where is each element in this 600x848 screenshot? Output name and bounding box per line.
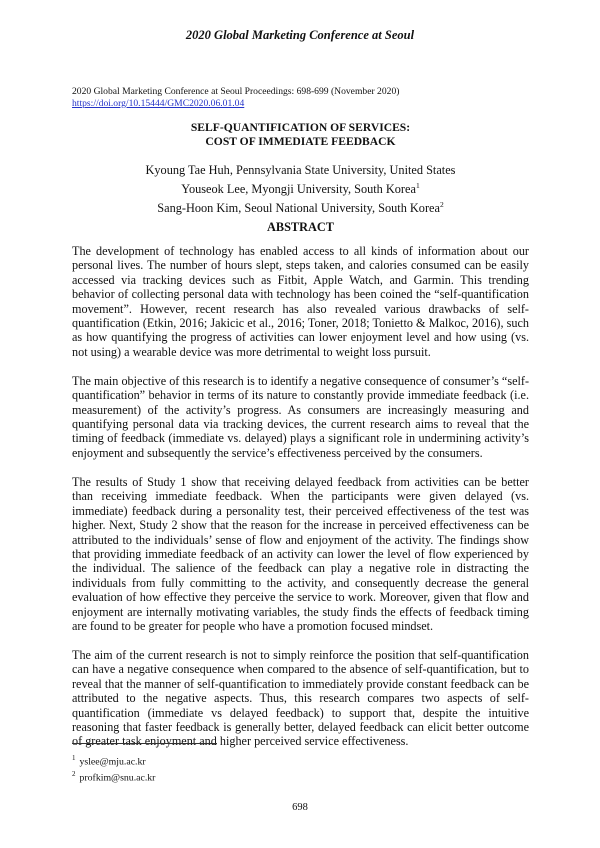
author-affiliation: Sang-Hoon Kim, Seoul National University, South Korea <box>157 201 440 216</box>
abstract-paragraph: The aim of the current research is not to simply reinforce the position that self-quantification can have a negative consequence when compared to the absence of self-quantification, but to reveal that the manner of self-quantification to immediately provide constant feedback can be attributed to the negative aspects. Thus, this research compares two aspects of self-quantification (immediate vs delayed feedback) to support that, despite the intuitive reasoning that faster feedback is generally better, delayed feedback can elicit better outcome of greater task enjoyment and higher perceived service effectiveness. <box>72 647 529 749</box>
footnote-marker: 1 <box>415 181 420 190</box>
footnote <box>72 768 372 784</box>
footnote-marker: 1 <box>72 754 76 762</box>
abstract-body <box>72 244 529 763</box>
abstract-paragraph: The development of technology has enabled access to all kinds of information about our personal lives. The number of hours slept, steps taken, and calories consumed can be easily accessed via tracking devices such as Fitbit, Apple Watch, and Garmin. This trending behavior of collecting personal data with technology has been coined the “self-quantification movement”. However, recent research has also revealed various drawbacks of self-quantification (Etkin, 2016; Jakicic et al., 2016; Toner, 2018; Tonietto & Malkoc, 2016), such as how quantifying the progress of activities can lower enjoyment level and how using (vs. not using) a wearable device was more detrimental to weight loss pursuit. <box>72 244 529 359</box>
paper-title-line-1: SELF-QUANTIFICATION OF SERVICES: <box>190 121 411 134</box>
author-affiliation: Kyoung Tae Huh, Pennsylvania State University, United States <box>145 163 456 177</box>
footnote-email: profkim@snu.ac.kr <box>79 772 156 784</box>
author-affiliation: Youseok Lee, Myongji University, South Korea <box>181 182 416 197</box>
abstract-heading: ABSTRACT <box>267 220 334 234</box>
footnote <box>72 752 372 768</box>
author-line <box>72 178 529 197</box>
abstract-paragraph: The results of Study 1 show that receiving delayed feedback from activities can be better than receiving immediate feedback. When the participants were given delayed (vs. immediate) feedback during a personality test, their perceived effectiveness of the test was higher. Next, Study 2 show that the reason for the increase in perceived effectiveness can be attributed to the individuals’ sense of flow and enjoyment of the activity. The findings show that providing immediate feedback of an activity can lower the level of flow experienced by the individual. The salience of the feedback can play a negative role in distracting the individuals from fully committing to the activity, and consequently decrease the general evaluation of how effective they perceive the service to work. Moreover, given that flow and enjoyment are internally motivating variables, the study finds the effects of feedback timing are found to be greater for people who have a promotion focused mindset. <box>72 474 529 633</box>
running-header: 2020 Global Marketing Conference at Seoul <box>185 28 415 42</box>
proceedings-citation <box>72 86 532 109</box>
doi-link[interactable]: https://doi.org/10.15444/GMC2020.06.01.04 <box>72 97 245 109</box>
page-number: 698 <box>292 802 308 813</box>
footnote-marker: 2 <box>72 770 76 779</box>
author-line <box>72 197 529 216</box>
author-line <box>72 163 529 178</box>
footnote-divider <box>72 743 217 744</box>
footnotes <box>72 752 372 785</box>
footnote-marker: 2 <box>439 200 444 210</box>
paper-title <box>72 121 529 148</box>
footnote-email: yslee@mju.ac.kr <box>79 756 146 768</box>
abstract-paragraph: The main objective of this research is to identify a negative consequence of consumer’s “self-quantification” behavior in terms of its nature to constantly provide immediate feedback (i.e. measurement) of the activity’s progress. As consumers are increasingly measuring and quantifying personal data via tracking devices, the current research aims to reveal that the timing of feedback (immediate vs. delayed) plays a significant role in undermining activity’s enjoyment and subsequently the service’s effectiveness perceived by the consumers. <box>72 373 529 460</box>
proceedings-info: 2020 Global Marketing Conference at Seoul Proceedings: 698-699 (November 2020) <box>72 86 400 97</box>
paper-title-line-2: COST OF IMMEDIATE FEEDBACK <box>205 134 396 148</box>
author-list <box>72 163 529 216</box>
